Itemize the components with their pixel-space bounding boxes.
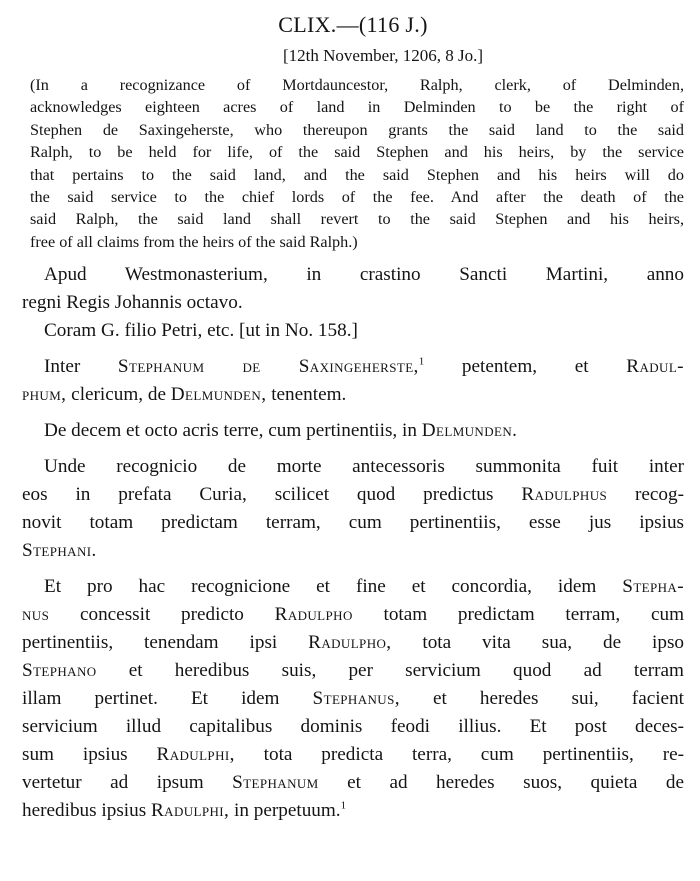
footnote-marker: 1 [340,799,347,812]
text-run: heredibus ipsius [22,800,151,822]
coram-paragraph [22,317,684,345]
name-stephani: Stephani. [22,540,97,562]
place-delmunden: Delmunden, [170,384,267,406]
text-run: Et pro hac recognicione et fine et concordia, idem [44,576,623,598]
text-run: tota vita sua, de ipso [391,632,685,654]
summary-line: the said service to the chief lords of the fee. And after the death of the [30,188,684,207]
inter-paragraph [22,353,684,409]
summary-line: free of all claims from the heirs of the said Ralph.) [30,232,358,251]
de-decem-line [22,417,684,445]
text-run: tenentem. [266,384,347,406]
text-run: et ad heredes suos, quieta de [318,772,684,794]
et-pro-line-7 [22,741,684,769]
summary-line: Ralph, to be held for life, of the said Stephen and his heirs, by the service [30,143,684,162]
summary-line: Stephen de Saxingeherste, who thereupon grants the said land to the said [30,120,684,139]
text-run: illam pertinet. Et idem [22,688,313,710]
name-radulphi: Radulphi, [156,744,235,766]
charter-heading: CLIX.—(116 J.) [278,12,428,37]
inter-line-2 [22,381,684,409]
apud-line-2: regni Regis Johannis octavo. [22,292,243,314]
name-radulphum-end: phum, [22,384,67,406]
de-decem-paragraph [22,417,684,445]
name-radulphus: Radulphus [521,484,608,506]
text-run: sum ipsius [22,744,157,766]
name-stephano: Stephano [22,660,97,682]
footnote-marker: 1 [418,355,425,368]
summary-line: (In a recognizance of Mortdauncestor, Ralph, clerk, of Delminden, [30,76,684,94]
et-pro-paragraph [22,573,684,825]
name-stephanus: Stephanus, [312,688,400,710]
et-pro-line-5 [22,685,684,713]
apud-line-1: Apud Westmonasterium, in crastino Sancti Martini, anno [44,264,684,286]
et-pro-line-4 [22,657,684,685]
et-pro-line-9 [22,797,684,825]
unde-line-1: Unde recognicio de morte antecessoris summonita fuit inter [44,456,684,478]
name-radulphi: Radulphi, [150,800,230,822]
name-stephanum: Stephanum [232,772,319,794]
text-run: pertinentiis, tenendam ipsi [22,632,309,654]
et-pro-line-1 [22,573,684,601]
name-stephanum: Stephanum de Saxingeherste, [117,356,419,378]
english-summary [30,74,684,253]
name-radulpho: Radulpho, [308,632,392,654]
text-run: recog- [607,484,685,506]
unde-line-3: novit totam predictam terram, cum pertinentiis, esse jus ipsius [22,512,684,534]
text-run: et heredes sui, facient [399,688,684,710]
name-radulpho: Radulpho [274,604,353,626]
text-run: clericum, de [66,384,171,406]
unde-line-4 [22,537,684,565]
text-run: Inter [44,356,118,378]
text-run: concessit predicto [49,604,275,626]
coram-line: Coram G. filio Petri, etc. [ut in No. 158.] [44,320,358,342]
text-run: De decem et octo acris terre, cum pertinentiis, in [44,420,422,442]
document-page [22,0,684,825]
unde-line-2 [22,481,684,509]
et-pro-line-2 [22,601,684,629]
text-run: totam predictam terram, cum [352,604,684,626]
name-stephanus: Stepha- [622,576,684,598]
text-run: in perpetuum. [229,800,341,822]
name-stephanus-end: nus [22,604,50,626]
inter-line-1 [22,353,684,381]
unde-paragraph [22,453,684,565]
name-radulphum: Radul- [626,356,684,378]
charter-date: [12th November, 1206, 8 Jo.] [283,46,483,65]
text-run: vertetur ad ipsum [22,772,233,794]
text-run: tota predicta terra, cum pertinentiis, re- [234,744,684,766]
et-pro-line-6: servicium illud capitalibus dominis feodi illius. Et post deces- [22,716,684,738]
text-run: petentem, et [424,356,627,378]
apud-paragraph [22,261,684,317]
summary-line: acknowledges eighteen acres of land in Delminden to be the right of [30,98,684,117]
text-run: eos in prefata Curia, scilicet quod predictus [22,484,522,506]
place-delmunden: Delmunden. [421,420,518,442]
text-run: et heredibus suis, per servicium quod ad terram [96,660,684,682]
summary-line: said Ralph, the said land shall revert to the said Stephen and his heirs, [30,210,684,229]
et-pro-line-3 [22,629,684,657]
et-pro-line-8 [22,769,684,797]
summary-line: that pertains to the said land, and the said Stephen and his heirs will do [30,165,684,184]
